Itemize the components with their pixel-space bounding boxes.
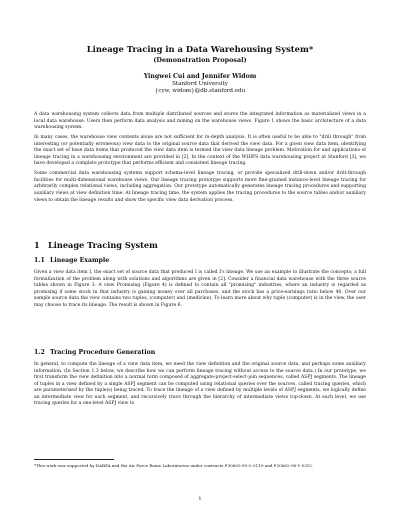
subsection-number: 1.1 <box>34 257 45 264</box>
abstract <box>34 112 366 208</box>
subsection-heading-1-2 <box>34 349 155 357</box>
page-number: 1 <box>198 496 202 502</box>
footnote-rule <box>34 459 114 460</box>
section-title: Lineage Tracing System <box>48 240 158 250</box>
paper-subtitle: (Demonstration Proposal) <box>153 56 247 64</box>
abstract-paragraph-1: A data warehousing system collects data from multiple distributed sources and stores the integrated information as materialized views in a local data warehouse. Users then perform data analysis and mining on the warehouse views. Figure 1 shows the basic architecture of a data warehousing system. <box>34 112 366 131</box>
paper-affiliation: Stanford University <box>172 81 228 87</box>
paper-title: Lineage Tracing in a Data Warehousing System* <box>86 44 314 54</box>
subsection-heading-1-1 <box>34 257 109 265</box>
paper-authors: Yingwei Cui and Jennifer Widom <box>143 73 257 80</box>
subsection-title: Tracing Procedure Generation <box>50 349 156 356</box>
footnote: *This work was supported by DARPA and the Air Force Rome Laboratories under contracts F30602-95-C-0119 and F30602-96-1-0312. <box>34 463 314 468</box>
subsection-number: 1.2 <box>34 349 45 356</box>
section-heading <box>34 240 158 250</box>
subsection-title: Lineage Example <box>50 257 110 264</box>
section-number: 1 <box>34 240 40 250</box>
subsection-1-1-text: Given a view data item I, the exact set of source data that produced I is called I's lineage. We use an example to illustrate the concepts; a full formalization of the problem along with solutions and algorithms are given in [2]. Consider a financial data warehouse with the three source tables shown in Figure 3. A view Promising (Figure 4) is defined to contain all "promising" industries, where an industry is regarded as promising if some stock in that industry is gaining money over all purchases, and the stock has a price-earnings ratio below 40. Over our sample source data the view contains two tuples, (computer) and (medicine). To learn more about why tuple (computer) is in the view, the user may choose to trace its lineage. The result is shown in Figure 6. <box>34 270 366 308</box>
abstract-paragraph-2: In many cases, the warehouse view contents alone are not sufficient for in-depth analysis. It is often useful to be able to "drill through" from interesting (or potentially erroneous) view data to the original source data that derived the view data. For a given view data item, identifying the exact set of base data items that produced the view data item is termed the view data lineage problem. Motivation for and applications of lineage tracing in a warehousing environment are provided in [2]. In the context of the WHIPS data warehousing project at Stanford [3], we have developed a complete prototype that performs efficient and consistent lineage tracing. <box>34 135 366 167</box>
abstract-paragraph-3: Some commercial data warehousing systems support schema-level lineage tracing, or provide specialized drill-down and/or drill-through facilities for multi-dimensional warehouse views. Our lineage tracing prototype supports more fine-grained instance-level lineage tracing for arbitrarily complex relational views, including aggregation. Our prototype automatically generates lineage tracing procedures and supporting auxiliary views at view definition time. At lineage tracing time, the system applies the tracing procedures to the source tables and/or auxiliary views to obtain the lineage results and show the specific view data derivation process. <box>34 171 366 203</box>
paper-email: {cyw, widom}@db.stanford.edu <box>154 88 246 94</box>
subsection-1-2-text: In general, to compute the lineage of a view data item, we need the view definition and the original source data, and perhaps some auxiliary information. (In Section 1.3 below, we describe how we can perform lineage tracing without access to the source data.) In our prototype, we first transform the view definition into a normal form composed of aggregate-project-select-join sequences, called ASPJ segments. The lineage of tuples in a view defined by a single ASPJ segment can be computed using relational queries over the sources, called tracing queries, which are parameterized by the tuple(s) being traced. To trace the lineage of a view defined by multiple levels of ASPJ segments, we logically define an intermediate view for each segment, and recursively trace through the hierarchy of intermediate views top-down. At each level, we use tracing queries for a one-level ASPJ view to <box>34 362 366 407</box>
